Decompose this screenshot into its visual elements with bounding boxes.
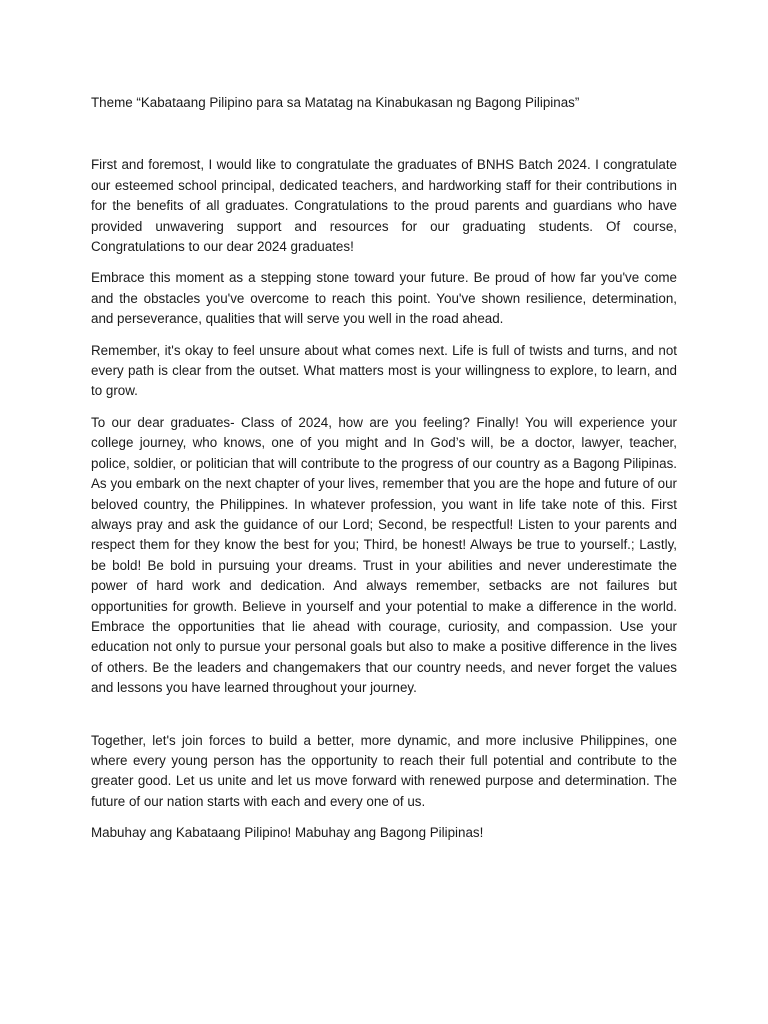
paragraph-graduates: To our dear graduates- Class of 2024, how are you feeling? Finally! You will experience your college journey, who knows, one of you might and In God’s will, be a doctor, lawyer, teacher, police, soldier, or politician that will contribute to the progress of our country as a Bagong Pilipinas. As you embark on the next chapter of your lives, remember that you are the hope and future of our beloved country, the Philippines. In whatever profession, you want in life take note of this. First always pray and ask the guidance of our Lord; Second, be respectful! Listen to your parents and respect them for they know the best for you; Third, be honest! Always be true to yourself.; Lastly, be bold! Be bold in pursuing your dreams. Trust in your abilities and never underestimate the power of hard work and dedication. And always remember, setbacks are not failures but opportunities for growth. Believe in yourself and your potential to make a difference in the world. Embrace the opportunities that lie ahead with courage, curiosity, and compassion. Use your education not only to pursue your personal goals but also to make a positive difference in the lives of others. Be the leaders and changemakers that our country needs, and never forget the values and lessons you have learned throughout your journey. <box>91 414 677 696</box>
spacer <box>91 812 677 823</box>
paragraph-congratulations: First and foremost, I would like to congratulate the graduates of BNHS Batch 2024. I congratulate our esteemed school principal, dedicated teachers, and hardworking staff for their contributions in for the benefits of all graduates. Congratulations to the proud parents and guardians who have provided unwavering support and resources for our graduating students. Of course, Congratulations to our dear 2024 graduates! <box>91 157 677 255</box>
paragraph-together: Together, let's join forces to build a better, more dynamic, and more inclusive Philippines, one where every young person has the opportunity to reach their full potential and contribute to the greater good. Let us unite and let us move forward with renewed purpose and determination. The future of our nation starts with each and every one of us. <box>91 732 677 809</box>
paragraph-remember: Remember, it's okay to feel unsure about what comes next. Life is full of twists and turns, and not every path is clear from the outset. What matters most is your willingness to explore, to learn, and to grow. <box>91 342 677 399</box>
paragraph-embrace: Embrace this moment as a stepping stone toward your future. Be proud of how far you've come and the obstacles you've overcome to reach this point. You've shown resilience, determination, and perseverance, qualities that will serve you well in the road ahead. <box>91 270 677 327</box>
spacer <box>91 257 677 268</box>
spacer <box>91 402 677 413</box>
document-theme: Theme “Kabataang Pilipino para sa Matatag na Kinabukasan ng Bagong Pilipinas” <box>91 95 580 110</box>
spacer <box>91 113 677 155</box>
spacer <box>91 330 677 341</box>
spacer <box>91 699 677 731</box>
document-body <box>91 93 677 844</box>
paragraph-mabuhay: Mabuhay ang Kabataang Pilipino! Mabuhay ang Bagong Pilipinas! <box>91 825 484 841</box>
